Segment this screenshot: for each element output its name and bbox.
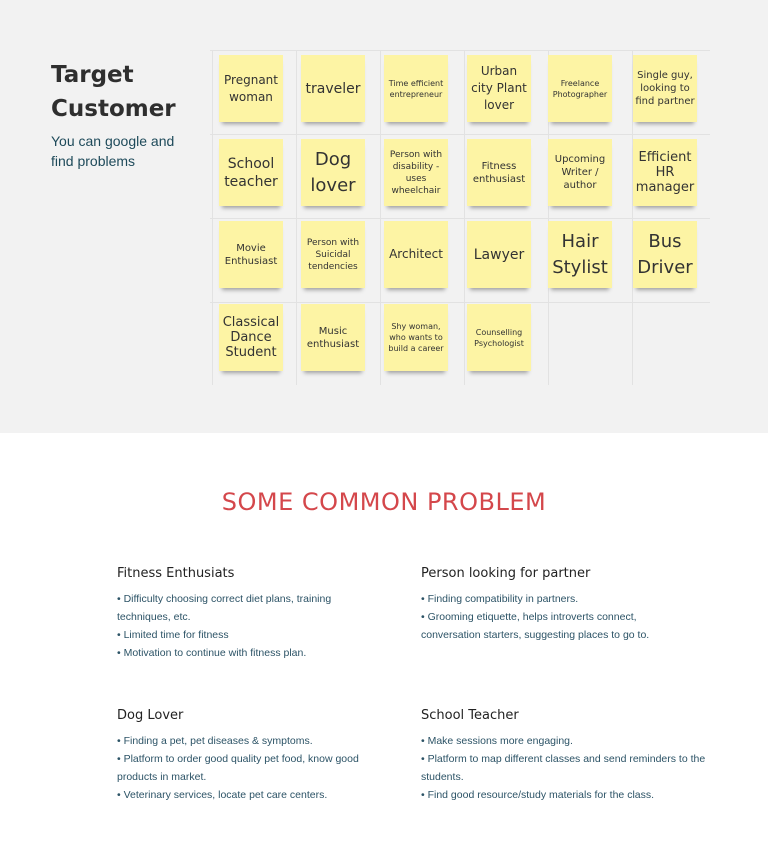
sticky-note: Urban city Plant lover (467, 55, 531, 122)
problem-line: • Veterinary services, locate pet care centers. (117, 789, 328, 801)
sticky-note: School teacher (219, 139, 283, 206)
target-customer-title: Target Customer (51, 62, 176, 122)
problem-line: • Limited time for fitness (117, 629, 229, 641)
sticky-note: Dog lover (301, 139, 365, 206)
problem-line: • Platform to order good quality pet food, know good products in market. (117, 753, 359, 783)
sticky-note: Music enthusiast (301, 304, 365, 371)
problem-line: • Finding compatibility in partners. (421, 593, 579, 605)
sticky-note: Pregnant woman (219, 55, 283, 122)
problem-heading: Dog Lover (117, 708, 184, 723)
sticky-note: Lawyer (467, 221, 531, 288)
problem-line: • Make sessions more engaging. (421, 735, 573, 747)
sticky-note: Single guy, looking to find partner (633, 55, 697, 122)
problem-line: • Motivation to continue with fitness plan. (117, 647, 307, 659)
problem-line: • Find good resource/study materials for the class. (421, 789, 655, 801)
sticky-note: traveler (301, 55, 365, 122)
problem-block-teacher (421, 708, 741, 804)
sticky-note: Classical Dance Student (219, 304, 283, 371)
common-problem-title: SOME COMMON PROBLEM (221, 488, 547, 516)
problem-line: • Finding a pet, pet diseases & symptoms. (117, 735, 313, 747)
problem-line: • Grooming etiquette, helps introverts connect, conversation starters, suggesting places to go to. (421, 611, 650, 641)
problem-heading: School Teacher (421, 708, 519, 723)
sticky-note: Person with disability - uses wheelchair (384, 139, 448, 206)
sticky-note: Movie Enthusiast (219, 221, 283, 288)
sticky-note: Fitness enthusiast (467, 139, 531, 206)
sticky-note: Freelance Photographer (548, 55, 612, 122)
problem-block-fitness (117, 566, 357, 662)
problem-heading: Fitness Enthusiats (117, 566, 235, 581)
problem-line: • Platform to map different classes and send reminders to the students. (421, 753, 706, 783)
sticky-note: Counselling Psychologist (467, 304, 531, 371)
sticky-note: Upcoming Writer / author (548, 139, 612, 206)
sticky-note: Hair Stylist (548, 221, 612, 288)
problem-block-dog (117, 708, 372, 804)
problem-heading: Person looking for partner (421, 566, 591, 581)
sticky-note: Bus Driver (633, 221, 697, 288)
problem-block-partner (421, 566, 651, 644)
sticky-note: Time efficient entrepreneur (384, 55, 448, 122)
sticky-note: Architect (384, 221, 448, 288)
sticky-note: Shy woman, who wants to build a career (384, 304, 448, 371)
sticky-note-board (210, 50, 710, 385)
sticky-note: Efficient HR manager (633, 139, 697, 206)
sticky-note: Person with Suicidal tendencies (301, 221, 365, 288)
problem-line: • Difficulty choosing correct diet plans, training techniques, etc. (117, 593, 332, 623)
target-customer-subtitle: You can google and find problems (51, 133, 175, 169)
